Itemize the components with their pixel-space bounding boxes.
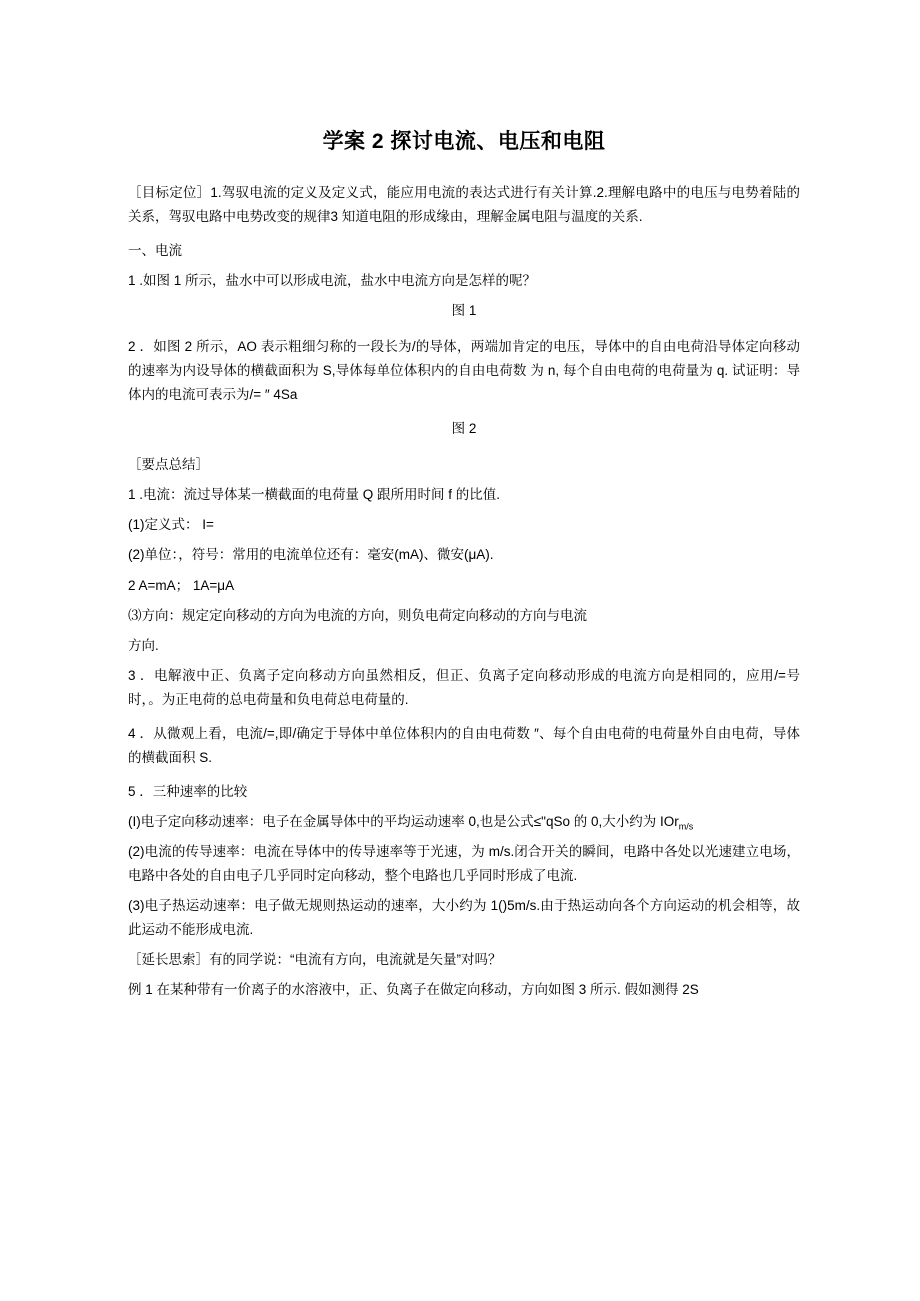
keypoint-1-current: 1 .电流：流过导体某一横截面的电荷量 Q 跟所用时间 f 的比值. — [128, 487, 501, 503]
key-points-heading: ［要点总结］ — [128, 457, 209, 473]
keypoint-1-definition: (1)定义式： I= — [128, 517, 214, 533]
extended-thinking: ［延长思索］有的同学说：“电流有方向，电流就是矢量”对吗？ — [128, 952, 502, 968]
document-content — [128, 128, 800, 1008]
keypoint-5-drift-speed — [128, 810, 800, 835]
keypoint-5-thermal-speed: (3)电子热运动速率：电子做无规则热运动的速率，大小约为 1()5m/s.由于热运动向各个方向运动的机会相等，故此运动不能形成电流. — [128, 898, 800, 938]
keypoint-1-direction: ⑶方向：规定定向移动的方向为电流的方向，则负电荷定向移动的方向与电流 — [128, 607, 587, 623]
keypoint-5-heading: 5 ．三种速率的比较 — [128, 783, 248, 799]
question-2: 2 ．如图 2 所示，AO 表示粗细匀称的一段长为/的导体，两端加肯定的电压，导体中的自由电荷沿导体定向移动的速率为内设导体的横截面积为 S,导体每单位体积内的自由电荷数 为 n, 每个自由电荷的电荷量为 q. 试证明：导体内的电流可表示为/= ″ 4Sa — [128, 339, 800, 403]
section-heading-current: 一、电流 — [128, 243, 182, 259]
paragraph-objectives: ［目标定位］1.驾驭电流的定义及定义式，能应用电流的表达式进行有关计算.2.理解电路中的电压与电势着陆的关系，驾驭电路中电势改变的规律3 知道电阻的形成缘由，理解金属电阻与温度的关系. — [128, 185, 800, 225]
question-1: 1 .如图 1 所示，盐水中可以形成电流，盐水中电流方向是怎样的呢？ — [128, 273, 537, 289]
keypoint-1-units: (2)单位：，符号：常用的电流单位还有：毫安(mA)、微安(μA). — [128, 547, 494, 563]
keypoint-3-electrolyte: 3 ．电解液中正、负离子定向移动方向虽然相反，但正、负离子定向移动形成的电流方向是相同的，应用/=号时，。为正电荷的总电荷量和负电荷总电荷量的. — [128, 667, 800, 707]
figure-label-2: 图 2 — [451, 421, 477, 437]
keypoint-5-conduction-speed: (2)电流的传导速率：电流在导体中的传导速率等于光速，为 m/s.闭合开关的瞬间，电路中各处以光速建立电场，电路中各处的自由电子几乎同时定向移动，整个电路也几乎同时形成了电流. — [128, 844, 800, 884]
page-title: 学案 2 探讨电流、电压和电阻 — [322, 130, 606, 153]
drift-speed-unit: m/s — [678, 821, 694, 832]
figure-label-1: 图 1 — [451, 303, 477, 319]
keypoint-2-conversion: 2 A=mA； 1A=μA — [128, 577, 235, 593]
keypoint-1-direction-cont: 方向. — [128, 637, 159, 653]
example-1: 例 1 在某种带有一价离子的水溶液中，正、负离子在做定向移动，方向如图 3 所示. 假如测得 2S — [128, 982, 699, 998]
keypoint-4-microscopic: 4 ．从微观上看，电流/=,即/确定于导体中单位体积内的自由电荷数 ″、每个自由电荷的电荷量外自由电荷，导体的横截面积 S. — [128, 725, 800, 765]
drift-speed-text: (I)电子定向移动速率：电子在金属导体中的平均运动速率 0,也是公式≤"qSo 的 0,大小约为 IOr — [128, 813, 679, 829]
